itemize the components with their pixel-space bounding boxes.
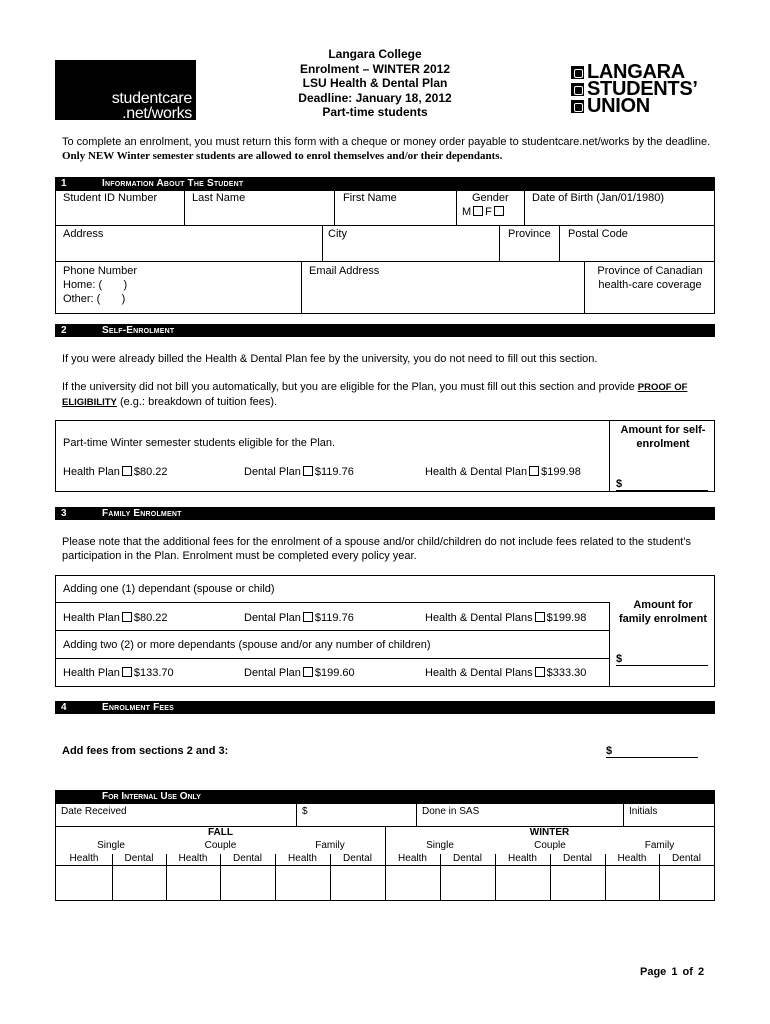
self-enrolment-amount-line[interactable] (616, 490, 708, 491)
family-amount-label (611, 598, 715, 626)
internal-use-title: For Internal Use Only (102, 791, 201, 802)
gender-label: Gender (472, 192, 509, 204)
family-amount-line-1: Amount for (633, 599, 693, 611)
health-plan-option[interactable] (63, 465, 168, 479)
add-fees-text: Add fees from sections 2 and 3: (62, 745, 229, 757)
one-dep-both-amount: $199.98 (546, 612, 587, 624)
total-amount-line[interactable] (606, 757, 698, 758)
fall-single-dental: Dental (124, 853, 154, 864)
header-deadline: Deadline: January 18, 2012 (298, 90, 452, 105)
one-dep-dental-checkbox[interactable] (303, 612, 313, 622)
form-header (240, 47, 510, 120)
eligibility-example: (e.g.: breakdown of tuition fees). (116, 396, 278, 408)
intro-line-1: To complete an enrolment, you must return this form with a cheque or money order payable to studentcare.net/works by the deadline. (62, 136, 711, 148)
internal-use-table (55, 803, 715, 901)
two-dep-both-label: Health & Dental Plans (425, 667, 533, 679)
first-name-field[interactable]: First Name (343, 192, 397, 204)
two-dep-dental-checkbox[interactable] (303, 667, 313, 677)
intro-line-2: Only NEW Winter semester students are allowed to enrol themselves and/or their dependants. (62, 150, 503, 162)
section-1-title: Information About The Student (102, 178, 244, 189)
header-enrolment: Enrolment – WINTER 2012 (299, 61, 451, 76)
fall-couple-label: Couple (204, 840, 237, 851)
two-dep-both-checkbox[interactable] (535, 667, 545, 677)
section-1-table (55, 190, 715, 314)
section-2-title: Self-Enrolment (102, 325, 175, 336)
fall-couple-dental: Dental (233, 853, 262, 864)
province-coverage-line-2: health-care coverage (598, 279, 702, 291)
family-enrolment-box (55, 575, 715, 687)
internal-use-bar (55, 790, 715, 803)
section-3-paragraph-2: participation in the Plan. Enrolment must be completed every policy year. (62, 550, 417, 562)
one-dep-both-label: Health & Dental Plans (425, 612, 533, 624)
header-plan: LSU Health & Dental Plan (302, 76, 448, 90)
health-dental-plan-checkbox[interactable] (529, 466, 539, 476)
section-3-bar (55, 507, 715, 520)
province-field[interactable]: Province (508, 228, 551, 240)
winter-couple-label: Couple (534, 840, 566, 851)
last-name-field[interactable]: Last Name (192, 192, 246, 204)
family-amount-line[interactable] (616, 665, 708, 666)
studentcare-logo (55, 60, 196, 120)
two-dep-dental-amount: $199.60 (314, 667, 355, 679)
gender-f-label: F (485, 206, 492, 218)
fall-family-dental: Dental (343, 853, 372, 864)
lsu-line-2: STUDENTS’ (587, 78, 698, 100)
section-3-title: Family Enrolment (102, 508, 182, 519)
section-4-bar (55, 701, 715, 714)
fall-family-health: Health (288, 853, 317, 864)
dental-plan-checkbox[interactable] (303, 466, 313, 476)
gender-m-label: M (462, 206, 472, 218)
logo-line-2: .net/works (122, 105, 192, 122)
two-dep-health-checkbox[interactable] (122, 667, 132, 677)
section-1-bar (55, 177, 715, 190)
one-dependant-text: Adding one (1) dependant (spouse or child) (63, 583, 275, 595)
lsu-mark-icon (571, 100, 584, 113)
section-3-number: 3 (61, 508, 67, 519)
winter-couple-health: Health (508, 853, 537, 864)
two-dep-health-amount: $133.70 (133, 667, 174, 679)
lsu-mark-icon (571, 83, 584, 96)
winter-family-label: Family (644, 840, 675, 851)
total-dollar: $ (606, 745, 613, 757)
winter-single-label: Single (426, 840, 454, 851)
self-enrolment-dollar: $ (616, 478, 623, 490)
health-plan-amount: $80.22 (133, 466, 168, 478)
lsu-mark-icon (571, 66, 584, 79)
winter-couple-dental: Dental (563, 853, 592, 864)
one-dep-dental-label: Dental Plan (244, 612, 301, 624)
two-dep-health-option[interactable] (63, 666, 174, 680)
initials-field[interactable]: Initials (629, 806, 658, 817)
one-dep-health-amount: $80.22 (133, 612, 168, 624)
fall-label: FALL (208, 827, 233, 838)
two-dep-both-option[interactable] (425, 666, 586, 680)
health-dental-plan-amount: $199.98 (541, 466, 581, 478)
proof-of-text: PROOF OF (637, 382, 688, 393)
one-dep-health-option[interactable] (63, 611, 168, 625)
fall-family-label: Family (315, 840, 345, 851)
section-2-number: 2 (61, 325, 67, 336)
dental-plan-amount: $119.76 (314, 466, 354, 478)
dental-plan-label: Dental Plan (244, 466, 301, 478)
header-college: Langara College (328, 47, 422, 61)
two-dep-dental-label: Dental Plan (244, 667, 301, 679)
two-dep-dental-option[interactable] (244, 666, 355, 680)
section-3-paragraph-1: Please note that the additional fees for the enrolment of a spouse and/or child/children do not include fees related to the student’s (62, 536, 692, 548)
self-enrolment-box (55, 420, 715, 492)
winter-label: WINTER (529, 827, 570, 838)
header-students: Part-time students (322, 105, 428, 119)
other-phone-field[interactable]: Other: ( ) (63, 293, 126, 305)
section-4-title: Enrolment Fees (102, 702, 175, 713)
two-dep-health-label: Health Plan (63, 667, 120, 679)
eligibility-text: ELIGIBILITY (62, 397, 117, 408)
section-2-paragraph-2 (62, 380, 708, 395)
internal-dollar-field[interactable]: $ (302, 806, 308, 817)
winter-single-health: Health (398, 853, 427, 864)
one-dep-dental-amount: $119.76 (314, 612, 354, 624)
fall-single-health: Health (69, 853, 99, 864)
phone-label: Phone Number (63, 265, 137, 277)
health-dental-plan-label: Health & Dental Plan (425, 466, 528, 478)
student-id-field[interactable]: Student ID Number (63, 192, 158, 204)
province-coverage-line-1: Province of Canadian (597, 265, 703, 277)
health-dental-plan-option[interactable] (425, 465, 581, 479)
dental-plan-option[interactable] (244, 465, 354, 479)
fall-couple-health: Health (178, 853, 208, 864)
health-plan-label: Health Plan (63, 466, 120, 478)
lsu-line-1: LANGARA (587, 61, 685, 83)
health-plan-checkbox[interactable] (122, 466, 132, 476)
done-in-sas-field[interactable]: Done in SAS (422, 806, 480, 817)
province-coverage-field[interactable] (586, 264, 714, 292)
self-enrolment-amount-label (611, 423, 715, 451)
one-dep-dental-option[interactable] (244, 611, 354, 625)
self-enrolment-amount-line-1: Amount for self- (620, 424, 706, 436)
section-4-number: 4 (61, 702, 67, 713)
postal-code-field[interactable]: Postal Code (568, 228, 628, 240)
lsu-line-3: UNION (587, 95, 650, 117)
winter-family-health: Health (617, 853, 647, 864)
email-field[interactable]: Email Address (309, 265, 380, 277)
self-enrolment-amount-line-2: enrolment (636, 438, 690, 450)
section-2-bar (55, 324, 715, 337)
eligible-text: Part-time Winter semester students eligible for the Plan. (63, 437, 336, 449)
gender-f-checkbox[interactable] (494, 206, 504, 216)
one-dep-health-label: Health Plan (63, 612, 120, 624)
section-2-paragraph-1: If you were already billed the Health & Dental Plan fee by the university, you do not need to fill out this section. (62, 353, 598, 365)
logo-line-1: studentcare (111, 90, 192, 107)
one-dep-health-checkbox[interactable] (122, 612, 132, 622)
winter-single-dental: Dental (453, 853, 482, 864)
dob-field[interactable]: Date of Birth (Jan/01/1980) (532, 192, 665, 204)
address-field[interactable]: Address (63, 228, 104, 240)
section-1-number: 1 (61, 178, 67, 189)
gender-options (462, 205, 506, 219)
fall-single-label: Single (97, 840, 125, 851)
home-phone-field[interactable]: Home: ( ) (63, 279, 128, 291)
section-2-paragraph-2b (62, 395, 277, 410)
city-field[interactable]: City (328, 228, 347, 240)
family-amount-line-2: family enrolment (618, 613, 708, 625)
lsu-logo (571, 61, 711, 117)
page-number: Page 1 of 2 (640, 966, 705, 978)
two-dependants-text: Adding two (2) or more dependants (spouse and/or any number of children) (63, 639, 431, 651)
winter-family-dental: Dental (672, 853, 701, 864)
family-dollar: $ (616, 653, 623, 665)
section-2-paragraph-2-text: If the university did not bill you automatically, but you are eligible for the Plan, you must fill out this section and provide (62, 381, 638, 393)
two-dep-both-amount: $333.30 (546, 667, 587, 679)
gender-m-checkbox[interactable] (473, 206, 483, 216)
date-received-field[interactable]: Date Received (61, 806, 127, 817)
one-dep-both-option[interactable] (425, 611, 586, 625)
one-dep-both-checkbox[interactable] (535, 612, 545, 622)
